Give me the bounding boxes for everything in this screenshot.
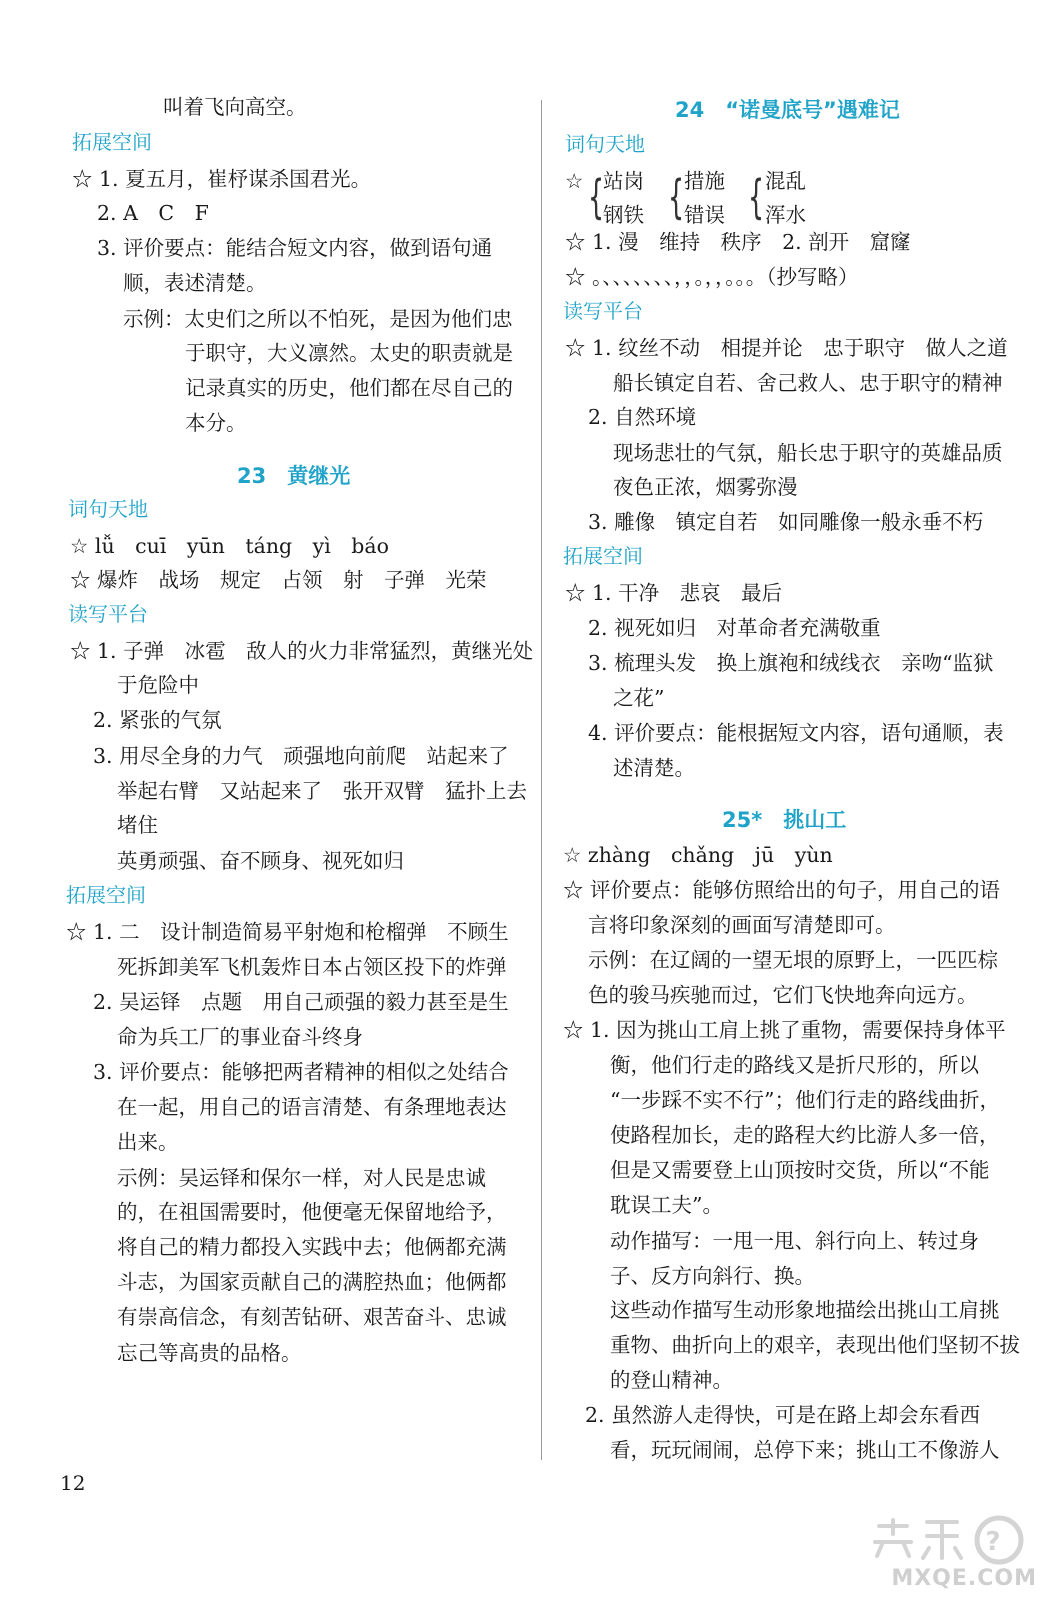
brace-icon: { <box>668 170 685 224</box>
text-line: ☆ 1. 因为挑山工肩上挑了重物，需要保持身体平 <box>563 1018 1006 1042</box>
text-line: 2. 紧张的气氛 <box>93 708 222 732</box>
page-number: 12 <box>60 1471 86 1495</box>
lesson-title: 23 黄继光 <box>237 464 351 488</box>
word-group-item: 站岗 <box>603 169 644 193</box>
text-line: ☆ 。、、、、、、、，，。，，。。。（抄写略） <box>565 265 859 289</box>
text-line: ☆ 评价要点：能够仿照给出的句子，用自己的语 <box>563 878 1001 902</box>
text-line: ☆ 1. 二 设计制造简易平射炮和枪榴弹 不顾生 <box>66 920 509 944</box>
word-group-item: 混乱 <box>765 169 806 193</box>
text-line: 命为兵工厂的事业奋斗终身 <box>117 1025 363 1049</box>
text-line: 斗志，为国家贡献自己的满腔热血；他俩都 <box>117 1270 507 1294</box>
text-line: 有崇高信念，有刻苦钻研、艰苦奋斗、忠诚 <box>117 1305 507 1329</box>
text-line: 忘己等高贵的品格。 <box>117 1341 302 1365</box>
word-group-item: 错误 <box>684 203 725 227</box>
text-line: 2. 虽然游人走得快，可是在路上却会东看西 <box>585 1403 981 1427</box>
text-line: ☆ zhàng chǎng jū yùn <box>563 843 833 867</box>
text-line: 但是又需要登上山顶按时交货，所以“不能 <box>610 1158 990 1182</box>
text-line: 这些动作描写生动形象地描绘出挑山工肩挑 <box>610 1298 1000 1322</box>
star-marker: ☆ <box>565 169 584 193</box>
text-line: 动作描写：一甩一甩、斜行向上、转过身 <box>610 1229 979 1253</box>
text-line: 叫着飞向高空。 <box>163 95 307 119</box>
text-line: “一步踩不实不行”；他们行走的路线曲折， <box>610 1088 1000 1112</box>
text-line: 使路程加长，走的路程大约比游人多一倍， <box>610 1123 1000 1147</box>
text-line: 示例：吴运铎和保尔一样，对人民是忠诚 <box>117 1166 486 1190</box>
text-line: 3. 评价要点：能够把两者精神的相似之处结合 <box>93 1060 509 1084</box>
text-line: 之花” <box>613 686 665 710</box>
text-line: 耽误工夫”。 <box>610 1193 723 1217</box>
lesson-title: 25* 挑山工 <box>722 808 847 832</box>
text-line: ☆ 1. 子弹 冰雹 敌人的火力非常猛烈，黄继光处 <box>70 639 534 663</box>
text-line: 于职守，大义凛然。太史的职责就是 <box>185 341 513 365</box>
lesson-title: 24 “诺曼底号”遇难记 <box>675 98 900 122</box>
text-line: 2. 自然环境 <box>588 405 697 429</box>
word-group-item: 钢铁 <box>603 203 644 227</box>
text-line: 色的骏马疾驰而过，它们飞快地奔向远方。 <box>588 983 978 1007</box>
text-line: ☆ 1. 纹丝不动 相提并论 忠于职守 做人之道 <box>565 336 1008 360</box>
brace-icon: { <box>588 170 605 224</box>
section-heading: 词句天地 <box>565 132 645 156</box>
text-line: 死拆卸美军飞机轰炸日本占领区投下的炸弹 <box>117 955 507 979</box>
text-line: 的，在祖国需要时，他便毫无保留地给予， <box>117 1200 507 1224</box>
text-line: 在一起，用自己的语言清楚、有条理地表达 <box>117 1095 507 1119</box>
text-line: 夜色正浓，烟雾弥漫 <box>613 475 798 499</box>
text-line: 3. 梳理头发 换上旗袍和绒线衣 亲吻“监狱 <box>588 651 994 675</box>
text-line: 子、反方向斜行、换。 <box>610 1264 815 1288</box>
section-heading: 拓展空间 <box>66 883 146 907</box>
watermark-text: MXQE.COM <box>891 1566 1037 1591</box>
text-line: 于危险中 <box>117 673 199 697</box>
section-heading: 拓展空间 <box>72 130 152 154</box>
text-line: 2. A C F <box>97 201 209 225</box>
svg-text:?: ? <box>985 1527 1001 1557</box>
text-line: 本分。 <box>185 411 247 435</box>
section-heading: 读写平台 <box>563 299 643 323</box>
text-line: 述清楚。 <box>613 756 695 780</box>
text-line: 现场悲壮的气氛，船长忠于职守的英雄品质 <box>613 441 1003 465</box>
text-line: 3. 评价要点：能结合短文内容，做到语句通 <box>97 236 493 260</box>
text-line: 3. 雕像 镇定自若 如同雕像一般永垂不朽 <box>588 510 984 534</box>
word-group-item: 浑水 <box>765 203 806 227</box>
text-line: ☆ 爆炸 战场 规定 占领 射 子弹 光荣 <box>70 568 487 592</box>
text-line: 英勇顽强、奋不顾身、视死如归 <box>117 849 404 873</box>
text-line: 看，玩玩闹闹，总停下来；挑山工不像游人 <box>610 1438 1000 1462</box>
text-line: 堵住 <box>117 813 158 837</box>
text-line: ☆ 1. 夏五月，崔杼谋杀国君光。 <box>72 167 372 191</box>
text-line: 示例：太史们之所以不怕死，是因为他们忠 <box>123 307 513 331</box>
text-line: 言将印象深刻的画面写清楚即可。 <box>588 913 896 937</box>
text-line: 顺，表述清楚。 <box>123 271 267 295</box>
section-heading: 拓展空间 <box>563 544 643 568</box>
text-line: ☆ lǚ cuī yūn táng yì báo <box>70 534 389 558</box>
text-line: 衡，他们行走的路线又是折尺形的，所以 <box>610 1053 979 1077</box>
text-line: 3. 用尽全身的力气 顽强地向前爬 站起来了 <box>93 744 509 768</box>
word-group-item: 措施 <box>684 169 725 193</box>
text-line: 举起右臂 又站起来了 张开双臂 猛扑上去 <box>117 779 527 803</box>
text-line: 重物、曲折向上的艰辛，表现出他们坚韧不拔 <box>610 1333 1020 1357</box>
text-line: ☆ 1. 干净 悲哀 最后 <box>565 581 783 605</box>
brace-icon: { <box>748 170 765 224</box>
text-line: 船长镇定自若、舍己救人、忠于职守的精神 <box>613 371 1003 395</box>
section-heading: 读写平台 <box>68 602 148 626</box>
section-heading: 词句天地 <box>68 497 148 521</box>
text-line: 示例：在辽阔的一望无垠的原野上，一匹匹棕 <box>588 948 998 972</box>
text-line: 将自己的精力都投入实践中去；他俩都充满 <box>117 1235 507 1259</box>
text-line: 记录真实的历史，他们都在尽自己的 <box>185 376 513 400</box>
column-divider <box>541 100 542 1460</box>
text-line: 2. 吴运铎 点题 用自己顽强的毅力甚至是生 <box>93 990 509 1014</box>
text-line: 出来。 <box>117 1130 179 1154</box>
text-line: 4. 评价要点：能根据短文内容，语句通顺，表 <box>588 721 1004 745</box>
text-line: 2. 视死如归 对革命者充满敬重 <box>588 616 881 640</box>
text-line: 的登山精神。 <box>610 1368 733 1392</box>
text-line: ☆ 1. 漫 维持 秩序 2. 剖开 窟窿 <box>565 230 911 254</box>
